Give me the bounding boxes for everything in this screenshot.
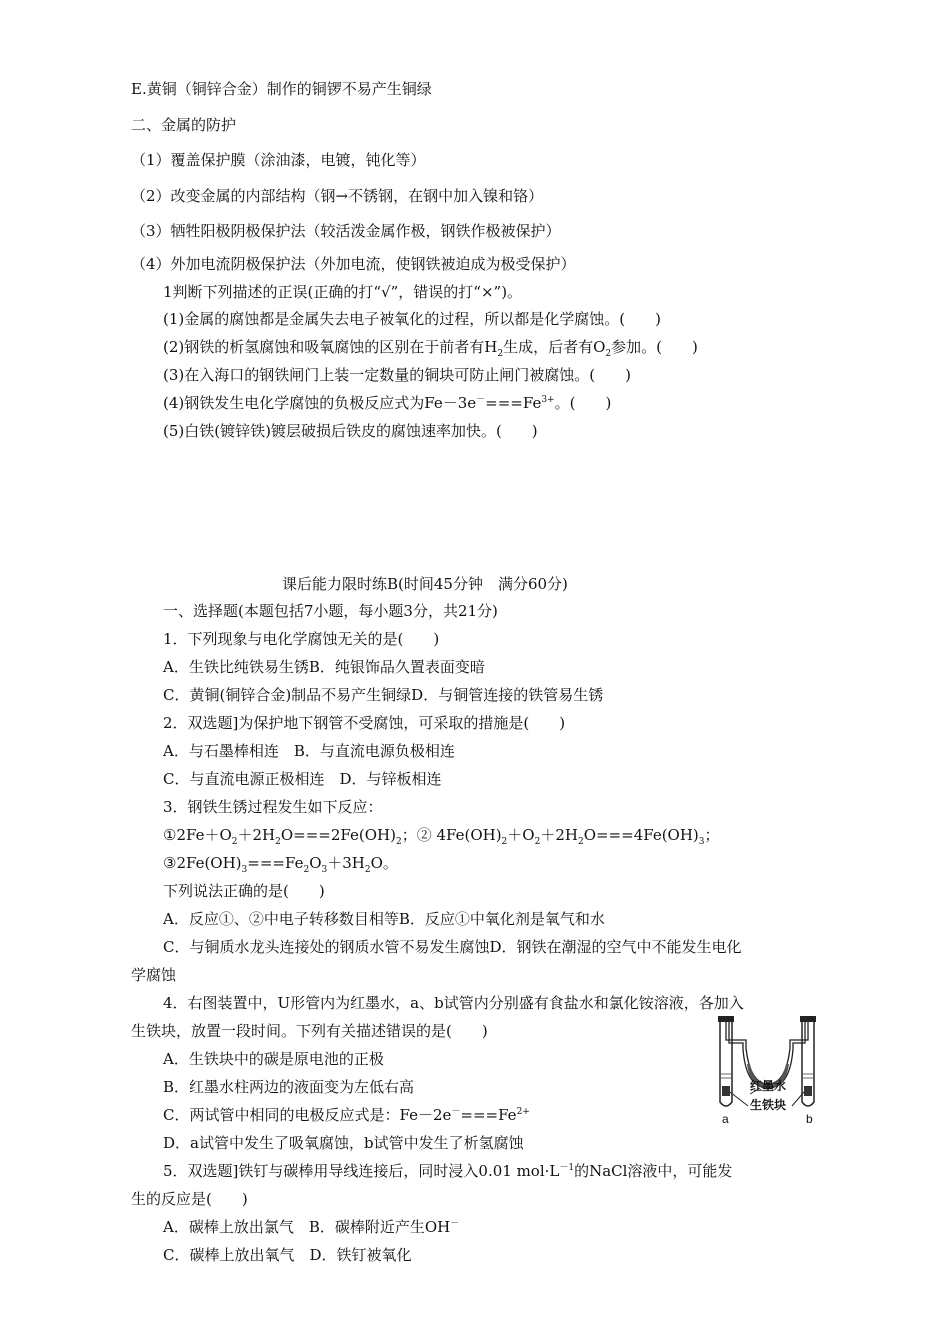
eq1-e-sub: 2: [534, 837, 541, 847]
q3-options-ab: A．反应①、②中电子转移数目相等B．反应①中氧化剂是氧气和水: [163, 910, 605, 928]
method-2: （2）改变金属的内部结构（钢→不锈钢，在钢中加入镍和铬）: [131, 187, 544, 205]
judge-4-sup-fe: 3+: [541, 395, 555, 405]
method-3: （3）牺牲阳极阴极保护法（较活泼金属作极，钢铁作极被保护）: [131, 222, 561, 240]
judge-2-sub-h2: 2: [497, 349, 504, 359]
judge-item-4: [163, 393, 611, 413]
q4-option-b: B．红墨水柱两边的液面变为左低右高: [163, 1078, 415, 1096]
q1-options-cd: C．黄铜(铜锌合金)制品不易产生铜绿D．与铜管连接的铁管易生锈: [163, 686, 604, 704]
eq1-b-sub: 2: [275, 837, 281, 847]
tube-b-stopper: [800, 1016, 816, 1022]
q5-stem-line2: 生的反应是( ): [131, 1190, 248, 1208]
eq2-c: O: [309, 854, 322, 872]
method-4: （4）外加电流阴极保护法（外加电流，使钢铁被迫成为极受保护）: [131, 255, 576, 273]
q2-options-ab: A．与石墨棒相连 B．与直流电源负极相连: [163, 742, 455, 760]
q4-option-d: D．a试管中发生了吸氧腐蚀，b试管中发生了析氢腐蚀: [163, 1134, 524, 1152]
q3-equation-line-2: [163, 853, 398, 873]
q5-stem-post: 的NaCl溶液中，可能发: [574, 1162, 733, 1180]
judge-item-3: (3)在入海口的钢铁闸门上装一定数量的铜块可防止闸门被腐蚀。( ): [163, 366, 631, 384]
judge-4-post: 。( ): [554, 394, 612, 412]
eq2-d-sub: 2: [364, 865, 371, 875]
eq2-b: ===Fe: [247, 854, 304, 872]
eq1-d: ；② 4Fe(OH): [401, 826, 502, 844]
q4-stem-line1: 4．右图装置中，U形管内为红墨水，a、b试管内分别盛有食盐水和氯化铵溶液，各加入: [163, 994, 744, 1012]
judge-intro: 1判断下列描述的正误(正确的打“√”，错误的打“×”)。: [163, 283, 523, 301]
u-tube-line-outer: [726, 1022, 808, 1084]
eq2-c-sub: 3: [321, 865, 328, 875]
eq1-e: ＋O: [507, 826, 535, 844]
eq1-g-sub: 3: [698, 837, 705, 847]
q4-c-sup-e: －: [451, 1107, 461, 1117]
eq2-b-sub: 2: [303, 865, 310, 875]
judge-2-mid: 生成，后者有O: [503, 338, 606, 356]
judge-2-post: 参加。( ): [611, 338, 698, 356]
u-tube-diagram: [712, 1014, 830, 1128]
q5-stem-pre: 5．双选题]铁钉与碳棒用导线连接后，同时浸入0.01 mol·L: [163, 1162, 560, 1180]
q4-option-c: [163, 1105, 530, 1125]
q3-options-cd-line2: 学腐蚀: [131, 966, 177, 984]
section-choice-heading: 一、选择题(本题包括7小题，每小题3分，共21分): [163, 602, 498, 620]
u-tube-outer: [729, 1014, 805, 1019]
q5-stem-line1: [163, 1161, 732, 1181]
eq1-b: ＋2H: [237, 826, 276, 844]
q2-options-cd: C．与直流电源正极相连 D．与锌板相连: [163, 770, 442, 788]
q3-equation-line-1: [163, 825, 720, 845]
tube-a-stopper: [718, 1016, 734, 1022]
label-red-ink: 红墨水: [750, 1079, 787, 1093]
section-heading-protection: 二、金属的防护: [131, 116, 237, 134]
q4-option-a: A．生铁块中的碳是原电池的正极: [163, 1050, 384, 1068]
eq1-c: O===2Fe(OH): [280, 826, 396, 844]
q1-options-ab: A．生铁比纯铁易生锈B．纯银饰品久置表面变暗: [163, 658, 485, 676]
item-e-text: E.黄铜（铜锌合金）制作的铜锣不易产生铜绿: [131, 80, 432, 98]
q2-stem: 2．双选题]为保护地下钢管不受腐蚀，可采取的措施是( ): [163, 714, 566, 732]
iron-block-b: [804, 1086, 812, 1096]
q3-options-cd-line1: C．与铜质水龙头连接处的钢质水管不易发生腐蚀D．钢铁在潮湿的空气中不能发生电化: [163, 938, 742, 956]
q5-ab-sup: －: [450, 1219, 460, 1229]
q5-options-cd: C．碳棒上放出氧气 D．铁钉被氧化: [163, 1246, 412, 1264]
judge-item-2: [163, 337, 698, 357]
label-a: a: [722, 1112, 729, 1126]
judge-4-pre: (4)钢铁发生电化学腐蚀的负极反应式为Fe－3e: [163, 394, 477, 412]
eq1-g: O===4Fe(OH): [583, 826, 699, 844]
judge-2-sub-o2: 2: [605, 349, 612, 359]
iron-block-a: [722, 1086, 730, 1096]
eq1-a: ①2Fe＋O: [163, 826, 232, 844]
eq2-a: ③2Fe(OH): [163, 854, 242, 872]
eq1-f-sub: 2: [577, 837, 584, 847]
judge-item-1: (1)金属的腐蚀都是金属失去电子被氧化的过程，所以都是化学腐蚀。( ): [163, 310, 661, 328]
eq2-e: O。: [370, 854, 398, 872]
u-tube-figure: [712, 1014, 830, 1128]
eq1-d-sub: 2: [501, 837, 508, 847]
label-b: b: [806, 1112, 813, 1126]
q3-stem: 3．钢铁生锈过程发生如下反应：: [163, 798, 383, 816]
q4-stem-line2: 生铁块，放置一段时间。下列有关描述错误的是( ): [131, 1022, 488, 1040]
q5-stem-sup: －1: [559, 1163, 575, 1173]
label-iron-block: 生铁块: [750, 1098, 787, 1112]
q1-stem: 1．下列现象与电化学腐蚀无关的是( ): [163, 630, 440, 648]
q4-c-mid: ===Fe: [460, 1106, 517, 1124]
q4-c-sup-fe: 2+: [516, 1107, 530, 1117]
judge-item-5: (5)白铁(镀锌铁)镀层破损后铁皮的腐蚀速率加快。( ): [163, 422, 538, 440]
eq1-f: ＋2H: [540, 826, 578, 844]
judge-4-mid: ===Fe: [485, 394, 542, 412]
q5-options-ab: [163, 1217, 459, 1237]
eq2-a-sub: 3: [241, 865, 248, 875]
judge-2-pre: (2)钢铁的析氢腐蚀和吸氧腐蚀的区别在于前者有H: [163, 338, 498, 356]
eq2-d: ＋3H: [327, 854, 365, 872]
eq1-a-sub: 2: [231, 837, 238, 847]
exercise-title: 课后能力限时练B(时间45分钟 满分60分): [282, 575, 568, 593]
q5-ab-pre: A．碳棒上放出氯气 B．碳棒附近产生OH: [163, 1218, 451, 1236]
method-1: （1）覆盖保护膜（涂油漆，电镀，钝化等）: [131, 151, 426, 169]
judge-4-sup-e: －: [476, 395, 486, 405]
q4-c-pre: C．两试管中相同的电极反应式是：Fe－2e: [163, 1106, 452, 1124]
eq1-h: ；: [704, 826, 720, 844]
q3-ask: 下列说法正确的是( ): [163, 882, 325, 900]
eq1-c-sub: 2: [395, 837, 402, 847]
